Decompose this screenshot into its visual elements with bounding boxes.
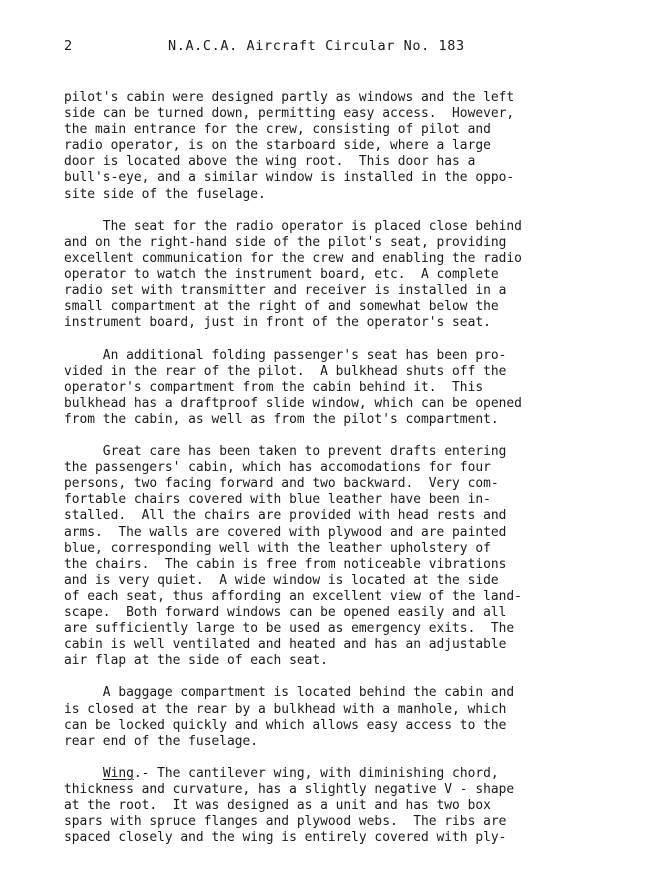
paragraph-gap <box>64 203 620 219</box>
text-line: the main entrance for the crew, consisting of pilot and <box>64 122 491 138</box>
running-title: N.A.C.A. Aircraft Circular No. 183 <box>168 38 465 54</box>
text-line: can be locked quickly and which allows easy access to the <box>64 717 507 733</box>
text-line: the chairs. The cabin is free from noticeable vibrations <box>64 556 507 572</box>
paragraph-gap <box>64 428 620 444</box>
paragraph <box>64 219 620 332</box>
page-number: 2 <box>64 38 73 54</box>
text-line: scape. Both forward windows can be opened easily and all <box>64 605 507 620</box>
text-line: air flap at the side of each seat. <box>64 653 328 669</box>
text-line: Great care has been taken to prevent drafts entering <box>64 444 507 460</box>
wing-paragraph <box>64 766 620 846</box>
body-text <box>64 90 620 846</box>
text-line: bulkhead has a draftproof slide window, which can be opened <box>64 395 522 411</box>
text-line: the passengers' cabin, which has accomodations for four <box>64 460 491 476</box>
text-line: radio operator, is on the starboard side, where a large <box>64 138 491 154</box>
paragraph-gap <box>64 750 620 766</box>
paragraph-gap <box>64 669 620 685</box>
text-line: side can be turned down, permitting easy access. However, <box>64 106 515 122</box>
text-line: and is very quiet. A wide window is located at the side <box>64 572 499 588</box>
text-line <box>64 766 620 782</box>
paragraph <box>64 348 620 428</box>
text-line: and on the right-hand side of the pilot's seat, providing <box>64 234 507 250</box>
section-heading-wing: Wing <box>102 765 134 781</box>
paragraph <box>64 685 620 749</box>
text-line: instrument board, just in front of the operator's seat. <box>64 315 491 331</box>
text-line: cabin is well ventilated and heated and has an adjustable <box>64 637 507 653</box>
text-line: excellent communication for the crew and enabling the radio <box>64 250 522 266</box>
text-line: A baggage compartment is located behind the cabin and <box>64 685 515 701</box>
text-line: are sufficiently large to be used as emergency exits. The <box>64 621 515 637</box>
text-line: from the cabin, as well as from the pilot's compartment. <box>64 411 499 427</box>
paragraph-gap <box>64 331 620 347</box>
paragraph <box>64 90 620 203</box>
text-line: vided in the rear of the pilot. A bulkhead shuts off the <box>64 363 507 379</box>
text-line: at the root. It was designed as a unit and has two box <box>64 798 491 814</box>
text-line: arms. The walls are covered with plywood and are painted <box>64 524 507 540</box>
text-line: radio set with transmitter and receiver is installed in a <box>64 283 507 299</box>
heading-continuation: .- The cantilever wing, with diminishing chord, <box>133 765 499 781</box>
text-line: An additional folding passenger's seat has been pro- <box>64 347 507 363</box>
text-line: spaced closely and the wing is entirely covered with ply- <box>64 830 507 846</box>
text-line: bull's-eye, and a similar window is installed in the oppo- <box>64 170 515 186</box>
text-line: fortable chairs covered with blue leather have been in- <box>64 492 491 508</box>
text-line: spars with spruce flanges and plywood webs. The ribs are <box>64 814 507 830</box>
text-line: site side of the fuselage. <box>64 186 266 202</box>
text-line: operator's compartment from the cabin behind it. This <box>64 379 484 395</box>
text-line: is closed at the rear by a bulkhead with a manhole, which <box>64 701 507 717</box>
text-line: The seat for the radio operator is placed close behind <box>64 218 522 234</box>
text-line: stalled. All the chairs are provided with head rests and <box>64 508 507 524</box>
text-line: small compartment at the right of and somewhat below the <box>64 299 499 315</box>
text-line: rear end of the fuselage. <box>64 733 259 749</box>
text-line: of each seat, thus affording an excellent view of the land- <box>64 588 522 604</box>
text-line: thickness and curvature, has a slightly negative V - shape <box>64 782 515 798</box>
text-line: blue, corresponding well with the leather upholstery of <box>64 540 491 556</box>
text-line: door is located above the wing root. This door has a <box>64 154 476 170</box>
paragraph <box>64 444 620 669</box>
text-line: pilot's cabin were designed partly as windows and the left <box>64 90 515 105</box>
text-line: operator to watch the instrument board, etc. A complete <box>64 267 499 283</box>
text-line: persons, two facing forward and two backward. Very com- <box>64 476 499 492</box>
page-header <box>64 38 604 58</box>
